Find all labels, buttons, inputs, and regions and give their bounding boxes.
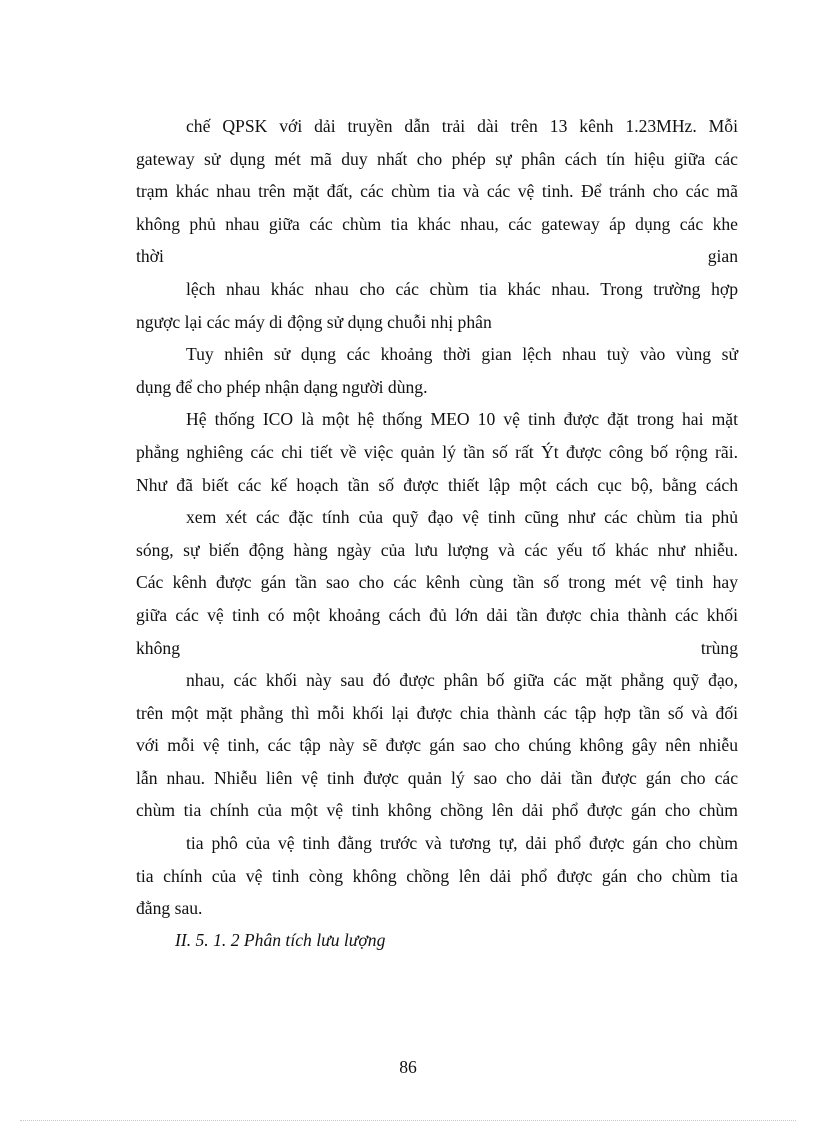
text-line: tia chính của vệ tinh còng không chồng lên dải phổ được gán cho chùm tia <box>136 865 738 886</box>
text-line: thời gian <box>136 246 738 267</box>
text-line: chế QPSK với dải truyền dẫn trải dài trên 13 kênh 1.23MHz. Mỗi <box>186 116 738 136</box>
text-line: Hệ thống ICO là một hệ thống MEO 10 vệ tinh được đặt trong hai mặt <box>186 409 738 430</box>
text-line: giữa các vệ tinh có một khoảng cách đủ lớn dải tần được chia thành các khối <box>136 604 738 625</box>
body-text <box>136 110 738 925</box>
text-line: Tuy nhiên sử dụng các khoảng thời gian lệch nhau tuỳ vào vùng sử <box>186 344 738 365</box>
text-line: phẳng nghiêng các chi tiết về việc quản lý tần số rất Ýt được công bố rộng rãi. <box>136 441 738 462</box>
text-line: không phủ nhau giữa các chùm tia khác nhau, các gateway áp dụng các khe <box>136 213 738 234</box>
page-number: 86 <box>399 1057 417 1077</box>
text-line: Như đã biết các kế hoạch tần số được thiết lập một cách cục bộ, bằng cách <box>136 474 738 495</box>
page-bottom-divider <box>20 1120 796 1121</box>
text-line: với mỗi vệ tinh, các tập này sẽ được gán sao cho chúng không gây nên nhiễu <box>136 735 738 756</box>
text-line: trên một mặt phẳng thì mỗi khối lại được chia thành các tập hợp tần số và đối <box>136 702 738 723</box>
text-line: Các kênh được gán tần sao cho các kênh cùng tần số trong mét vệ tinh hay <box>136 572 738 593</box>
text-line: lệch nhau khác nhau cho các chùm tia khác nhau. Trong trường hợp <box>186 278 738 299</box>
text-line: lẫn nhau. Nhiễu liên vệ tinh được quản lý sao cho dải tần được gán cho các <box>136 767 738 788</box>
text-line: không trùng <box>136 637 738 658</box>
text-line: sóng, sự biến động hàng ngày của lưu lượng và các yếu tố khác như nhiễu. <box>136 539 738 560</box>
text-line: gateway sử dụng mét mã duy nhất cho phép sự phân cách tín hiệu giữa các <box>136 148 738 169</box>
text-line: nhau, các khối này sau đó được phân bố giữa các mặt phẳng quỹ đạo, <box>186 670 738 691</box>
text-line: ngược lại các máy di động sử dụng chuỗi nhị phân <box>136 311 492 332</box>
section-heading: II. 5. 1. 2 Phân tích lưu lượng <box>175 930 386 950</box>
text-line: xem xét các đặc tính của quỹ đạo vệ tinh cũng như các chùm tia phủ <box>186 507 738 528</box>
text-line: tia phô của vệ tinh đằng trước và tương tự, dải phổ được gán cho chùm <box>186 833 738 854</box>
text-line: trạm khác nhau trên mặt đất, các chùm tia và các vệ tinh. Để tránh cho các mã <box>136 181 738 202</box>
text-line: chùm tia chính của một vệ tinh không chồng lên dải phổ được gán cho chùm <box>136 800 738 821</box>
text-line: đằng sau. <box>136 898 203 919</box>
text-line: dụng để cho phép nhận dạng người dùng. <box>136 376 428 397</box>
